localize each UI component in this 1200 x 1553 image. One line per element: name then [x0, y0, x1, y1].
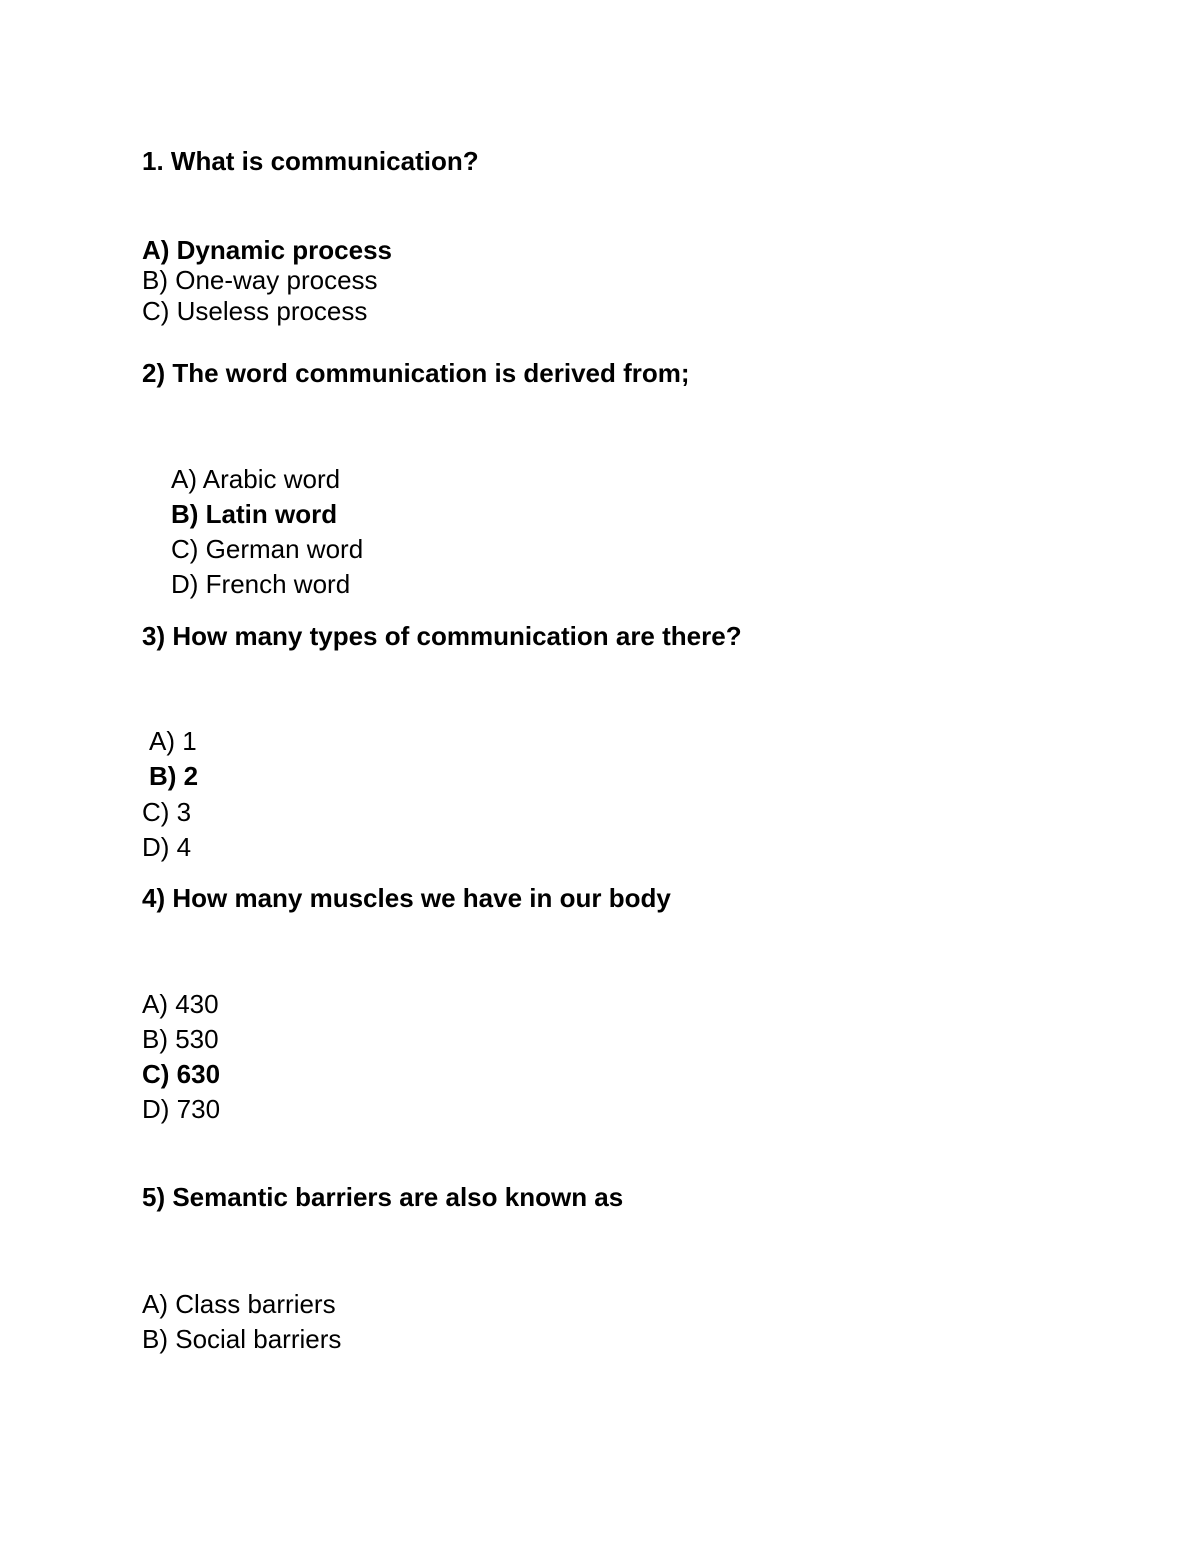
question-4-option-a: A) 430 [142, 989, 219, 1019]
question-1-option-a: A) Dynamic process [142, 235, 392, 265]
question-1-option-b: B) One-way process [142, 265, 378, 295]
question-2-option-a: A) Arabic word [171, 464, 341, 494]
question-1-option-c: C) Useless process [142, 296, 368, 326]
question-5-text: 5) Semantic barriers are also known as [142, 1182, 624, 1212]
question-3-option-c: C) 3 [142, 797, 192, 827]
question-5-option-b: B) Social barriers [142, 1324, 342, 1354]
question-5-option-a: A) Class barriers [142, 1289, 336, 1319]
question-3-option-a: A) 1 [149, 726, 197, 756]
question-2-option-c: C) German word [171, 534, 364, 564]
question-4-text: 4) How many muscles we have in our body [142, 883, 671, 913]
question-2-text: 2) The word communication is derived from; [142, 358, 690, 388]
question-3-text: 3) How many types of communication are there? [142, 621, 742, 651]
question-2-option-b: B) Latin word [171, 499, 338, 529]
question-1-text: 1. What is communication? [142, 146, 479, 176]
question-4-option-c: C) 630 [142, 1059, 221, 1089]
question-3-option-d: D) 4 [142, 832, 192, 862]
question-4-option-d: D) 730 [142, 1094, 221, 1124]
question-3-option-b: B) 2 [149, 761, 199, 791]
question-4-option-b: B) 530 [142, 1024, 219, 1054]
question-2-option-d: D) French word [171, 569, 351, 599]
